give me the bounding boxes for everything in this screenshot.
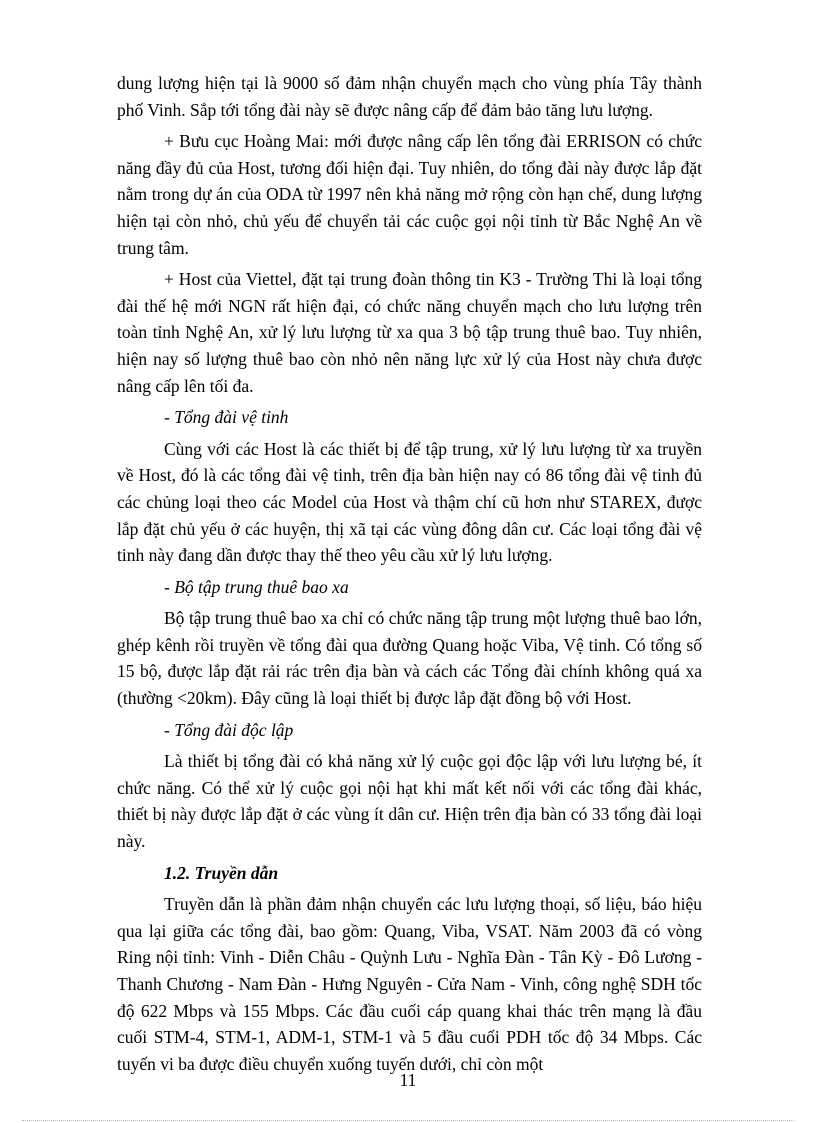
body-text bbox=[117, 70, 702, 1082]
paragraph-hoang-mai: + Bưu cục Hoàng Mai: mới được nâng cấp lên tổng đài ERRISON có chức năng đầy đủ của Host, tương đối hiện đại. Tuy nhiên, do tổng đài này được lắp đặt nằm trong dự án của ODA từ 1997 nên khả năng mở rộng còn hạn chế, dung lượng hiện tại còn nhỏ, chủ yếu để chuyển tải các cuộc gọi nội tỉnh từ Bắc Nghệ An về trung tâm. bbox=[117, 131, 702, 258]
paragraph-continued: dung lượng hiện tại là 9000 số đảm nhận chuyển mạch cho vùng phía Tây thành phố Vinh. Sắp tới tổng đài này sẽ được nâng cấp để đảm bảo tăng lưu lượng. bbox=[117, 73, 702, 120]
paragraph-satellite-exchange: Cùng với các Host là các thiết bị để tập trung, xử lý lưu lượng từ xa truyền về Host, đó là các tổng đài vệ tinh, trên địa bàn hiện nay có 86 tổng đài vệ tinh đủ các chủng loại theo các Model của Host và thậm chí cũ hơn như STAREX, được lắp đặt chủ yếu ở các huyện, thị xã tại các vùng đông dân cư. Các loại tổng đài vệ tinh này đang dần được thay thế theo yêu cầu xử lý lưu lượng. bbox=[117, 438, 702, 566]
subheading-independent-exchange: - Tổng đài độc lập bbox=[164, 719, 294, 740]
page-number: 11 bbox=[399, 1070, 417, 1090]
paragraph-remote-concentrator: Bộ tập trung thuê bao xa chỉ có chức năng tập trung một lượng thuê bao lớn, ghép kênh rồi truyền về tổng đài qua đường Quang hoặc Viba, Vệ tinh. Có tổng số 15 bộ, được lắp đặt rải rác trên địa bàn và cách các Tổng đài chính không quá xa (thường <20km). Đây cũng là loại thiết bị được lắp đặt đồng bộ với Host. bbox=[117, 608, 702, 709]
subheading-remote-concentrator: - Bộ tập trung thuê bao xa bbox=[164, 576, 349, 597]
section-heading-transmission: 1.2. Truyền dẫn bbox=[164, 862, 279, 883]
paragraph-independent-exchange: Là thiết bị tổng đài có khả năng xử lý cuộc gọi độc lập với lưu lượng bé, ít chức năng. Có thể xử lý cuộc gọi nội hạt khi mất kết nối với các tổng đài khác, thiết bị này được lắp đặt ở các vùng ít dân cư. Hiện trên địa bàn có 33 tổng đài loại này. bbox=[117, 751, 702, 852]
paragraph-viettel-host: + Host của Viettel, đặt tại trung đoàn thông tin K3 - Trường Thi là loại tổng đài thế hệ mới NGN rất hiện đại, có chức năng chuyển mạch cho lưu lượng trên toàn tỉnh Nghệ An, xử lý lưu lượng từ xa qua 3 bộ tập trung thuê bao. Tuy nhiên, hiện nay số lượng thuê bao còn nhỏ nên năng lực xử lý của Host này chưa được nâng cấp lên tối đa. bbox=[117, 269, 702, 396]
subheading-satellite-exchange: - Tổng đài vệ tinh bbox=[164, 407, 289, 428]
paragraph-transmission: Truyền dẫn là phần đảm nhận chuyển các lưu lượng thoại, số liệu, báo hiệu qua lại giữa các tổng đài, bao gồm: Quang, Viba, VSAT. Năm 2003 đã có vòng Ring nội tỉnh: Vinh - Diễn Châu - Quỳnh Lưu - Nghĩa Đàn - Tân Kỳ - Đô Lương - Thanh Chương - Nam Đàn - Hưng Nguyên - Cửa Nam - Vinh, công nghệ SDH tốc độ 622 Mbps và 155 Mbps. Các đầu cuối cáp quang khai thác trên mạng là đầu cuối STM-4, STM-1, ADM-1, STM-1 và 5 đầu cuối PDH tốc độ 34 Mbps. Các tuyến vi ba được điều chuyển xuống tuyến dưới, chỉ còn một bbox=[117, 894, 702, 1074]
page-bottom-divider bbox=[22, 1120, 794, 1121]
